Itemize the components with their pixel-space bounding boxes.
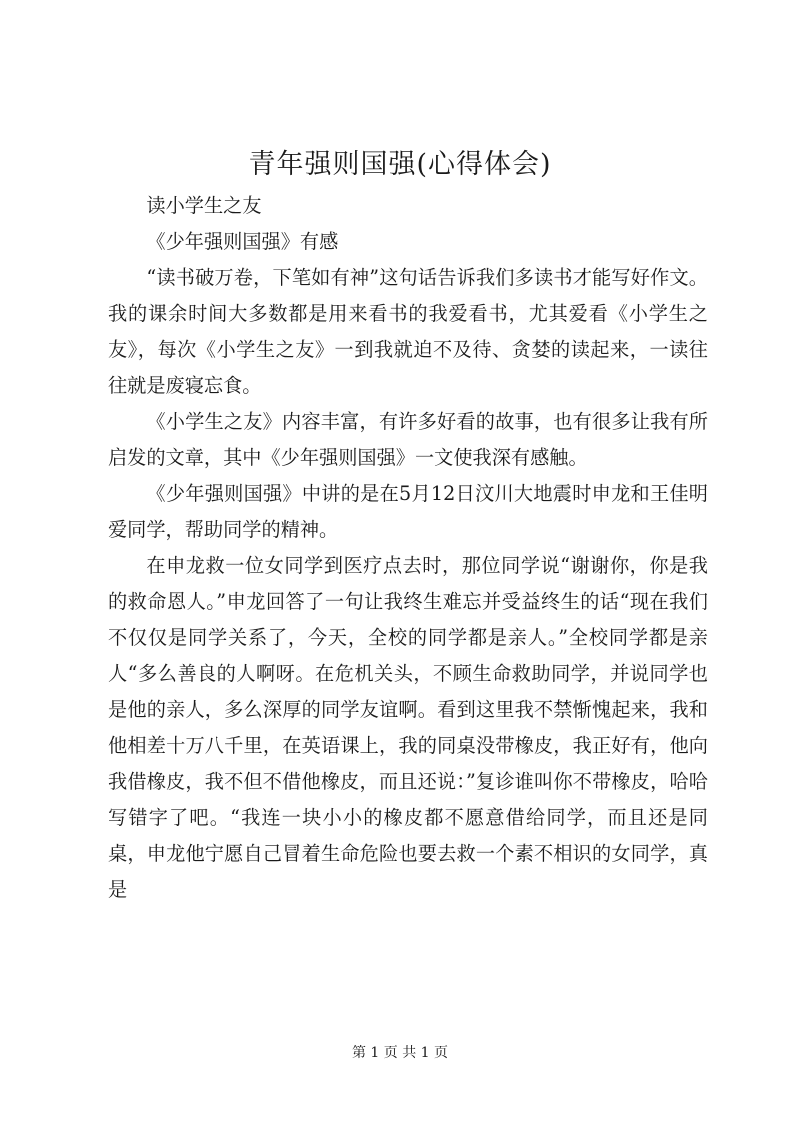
paragraph-subtitle-1: 读小学生之友 (146, 194, 262, 217)
document-body (108, 188, 708, 908)
paragraph: 《小学生之友》内容丰富，有许多好看的故事，也有很多让我有所启发的文章，其中《少年强则国强》一文使我深有感触。 (108, 410, 708, 469)
document-title: 青年强则国强(心得体会) (248, 149, 552, 180)
page-footer: 第 1 页 共 1 页 (351, 1045, 449, 1061)
paragraph-subtitle-2: 《少年强则国强》有感 (146, 230, 339, 253)
paragraph: “读书破万卷，下笔如有神”这句话告诉我们多读书才能写好作文。我的课余时间大多数都是用来看书的我爱看书，尤其爱看《小学生之友》，每次《小学生之友》一到我就迫不及待、贪婪的读起来，一读往往就是废寝忘食。 (108, 266, 708, 397)
paragraph: 《少年强则国强》中讲的是在5月12日汶川大地震时申龙和王佳明爱同学，帮助同学的精神。 (108, 482, 708, 541)
paragraph: 在申龙救一位女同学到医疗点去时，那位同学说“谢谢你，你是我的救命恩人。”申龙回答了一句让我终生难忘并受益终生的话“现在我们不仅仅是同学关系了，今天，全校的同学都是亲人。”全校同学都是亲人“多么善良的人啊呀。在危机关头，不顾生命救助同学，并说同学也是他的亲人，多么深厚的同学友谊啊。看到这里我不禁惭愧起来，我和他相差十万八千里，在英语课上，我的同桌没带橡皮，我正好有，他向我借橡皮，我不但不借他橡皮，而且还说：”复诊谁叫你不带橡皮，哈哈写错字了吧。“我连一块小小的橡皮都不愿意借给同学，而且还是同桌，申龙他宁愿自己冒着生命危险也要去救一个素不相识的女同学，真是 (108, 554, 708, 901)
